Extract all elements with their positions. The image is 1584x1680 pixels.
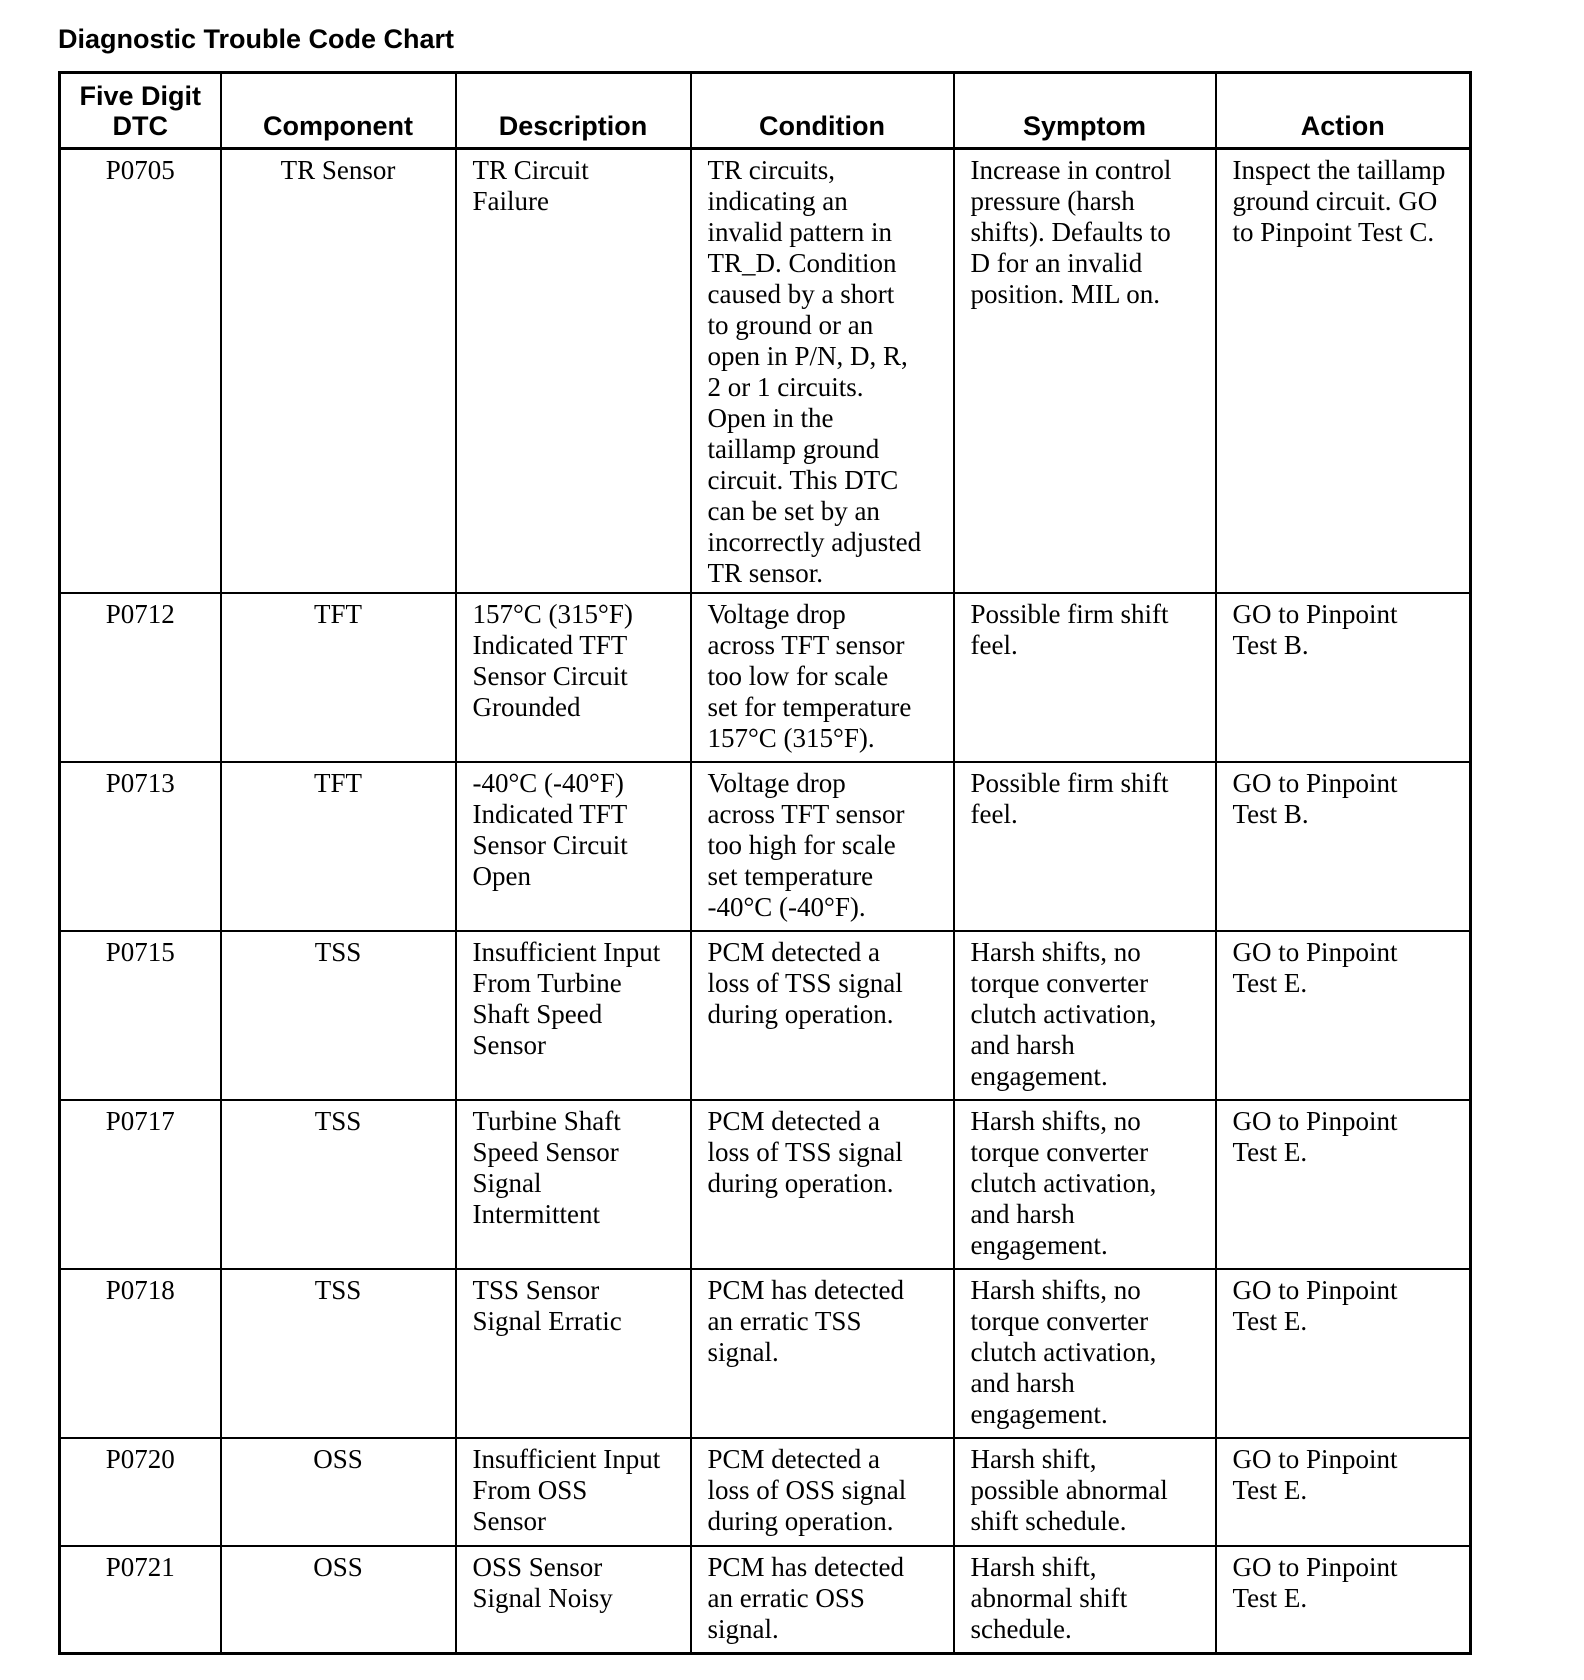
description-cell: Turbine Shaft Speed Sensor Signal Intermittent xyxy=(456,1100,691,1269)
table-row xyxy=(60,149,1471,594)
description-cell: TR Circuit Failure xyxy=(456,149,691,594)
action-cell: Inspect the taillamp ground circuit. GO to Pinpoint Test C. xyxy=(1216,149,1471,594)
description-cell: Insufficient Input From Turbine Shaft Speed Sensor xyxy=(456,931,691,1100)
condition-cell: TR circuits, indicating an invalid pattern in TR_D. Condition caused by a short to ground or an open in P/N, D, R, 2 or 1 circuits. Open in the taillamp ground circuit. This DTC can be set by an incorrectly adjusted TR sensor. xyxy=(691,149,954,594)
action-cell: GO to Pinpoint Test E. xyxy=(1216,1269,1471,1438)
condition-cell: PCM detected a loss of OSS signal during operation. xyxy=(691,1438,954,1546)
column-header-action: Action xyxy=(1216,73,1471,149)
dtc-code-cell: P0721 xyxy=(60,1546,221,1654)
action-cell: GO to Pinpoint Test E. xyxy=(1216,931,1471,1100)
component-cell: TSS xyxy=(221,1269,456,1438)
table-row xyxy=(60,762,1471,931)
column-header-symptom: Symptom xyxy=(954,73,1216,149)
component-cell: OSS xyxy=(221,1546,456,1654)
description-cell: Insufficient Input From OSS Sensor xyxy=(456,1438,691,1546)
dtc-code-cell: P0720 xyxy=(60,1438,221,1546)
action-cell: GO to Pinpoint Test B. xyxy=(1216,593,1471,762)
component-cell: OSS xyxy=(221,1438,456,1546)
dtc-code-cell: P0713 xyxy=(60,762,221,931)
symptom-cell: Possible firm shift feel. xyxy=(954,762,1216,931)
column-header-component: Component xyxy=(221,73,456,149)
action-cell: GO to Pinpoint Test E. xyxy=(1216,1438,1471,1546)
symptom-cell: Harsh shifts, no torque converter clutch activation, and harsh engagement. xyxy=(954,931,1216,1100)
component-cell: TSS xyxy=(221,1100,456,1269)
dtc-code-cell: P0718 xyxy=(60,1269,221,1438)
symptom-cell: Harsh shift, possible abnormal shift schedule. xyxy=(954,1438,1216,1546)
description-cell: TSS Sensor Signal Erratic xyxy=(456,1269,691,1438)
condition-cell: PCM detected a loss of TSS signal during operation. xyxy=(691,931,954,1100)
description-cell: OSS Sensor Signal Noisy xyxy=(456,1546,691,1654)
dtc-code-cell: P0712 xyxy=(60,593,221,762)
action-cell: GO to Pinpoint Test B. xyxy=(1216,762,1471,931)
action-cell: GO to Pinpoint Test E. xyxy=(1216,1100,1471,1269)
column-header-dtc: Five Digit DTC xyxy=(60,73,221,149)
table-row xyxy=(60,593,1471,762)
dtc-code-cell: P0705 xyxy=(60,149,221,594)
action-cell: GO to Pinpoint Test E. xyxy=(1216,1546,1471,1654)
component-cell: TFT xyxy=(221,762,456,931)
component-cell: TR Sensor xyxy=(221,149,456,594)
table-row xyxy=(60,1438,1471,1546)
condition-cell: PCM detected a loss of TSS signal during operation. xyxy=(691,1100,954,1269)
component-cell: TSS xyxy=(221,931,456,1100)
column-header-condition: Condition xyxy=(691,73,954,149)
condition-cell: PCM has detected an erratic OSS signal. xyxy=(691,1546,954,1654)
table-row xyxy=(60,931,1471,1100)
component-cell: TFT xyxy=(221,593,456,762)
column-header-description: Description xyxy=(456,73,691,149)
table-row xyxy=(60,1100,1471,1269)
dtc-code-cell: P0715 xyxy=(60,931,221,1100)
table-row xyxy=(60,1269,1471,1438)
table-row xyxy=(60,1546,1471,1654)
dtc-table xyxy=(58,71,1472,1655)
description-cell: 157°C (315°F) Indicated TFT Sensor Circuit Grounded xyxy=(456,593,691,762)
table-header-row xyxy=(60,73,1471,149)
description-cell: -40°C (-40°F) Indicated TFT Sensor Circuit Open xyxy=(456,762,691,931)
symptom-cell: Harsh shift, abnormal shift schedule. xyxy=(954,1546,1216,1654)
condition-cell: PCM has detected an erratic TSS signal. xyxy=(691,1269,954,1438)
condition-cell: Voltage drop across TFT sensor too high for scale set temperature -40°C (-40°F). xyxy=(691,762,954,931)
symptom-cell: Harsh shifts, no torque converter clutch activation, and harsh engagement. xyxy=(954,1100,1216,1269)
symptom-cell: Possible firm shift feel. xyxy=(954,593,1216,762)
symptom-cell: Harsh shifts, no torque converter clutch activation, and harsh engagement. xyxy=(954,1269,1216,1438)
dtc-code-cell: P0717 xyxy=(60,1100,221,1269)
condition-cell: Voltage drop across TFT sensor too low for scale set for temperature 157°C (315°F). xyxy=(691,593,954,762)
page-title: Diagnostic Trouble Code Chart xyxy=(58,24,455,54)
symptom-cell: Increase in control pressure (harsh shifts). Defaults to D for an invalid position. MIL on. xyxy=(954,149,1216,594)
